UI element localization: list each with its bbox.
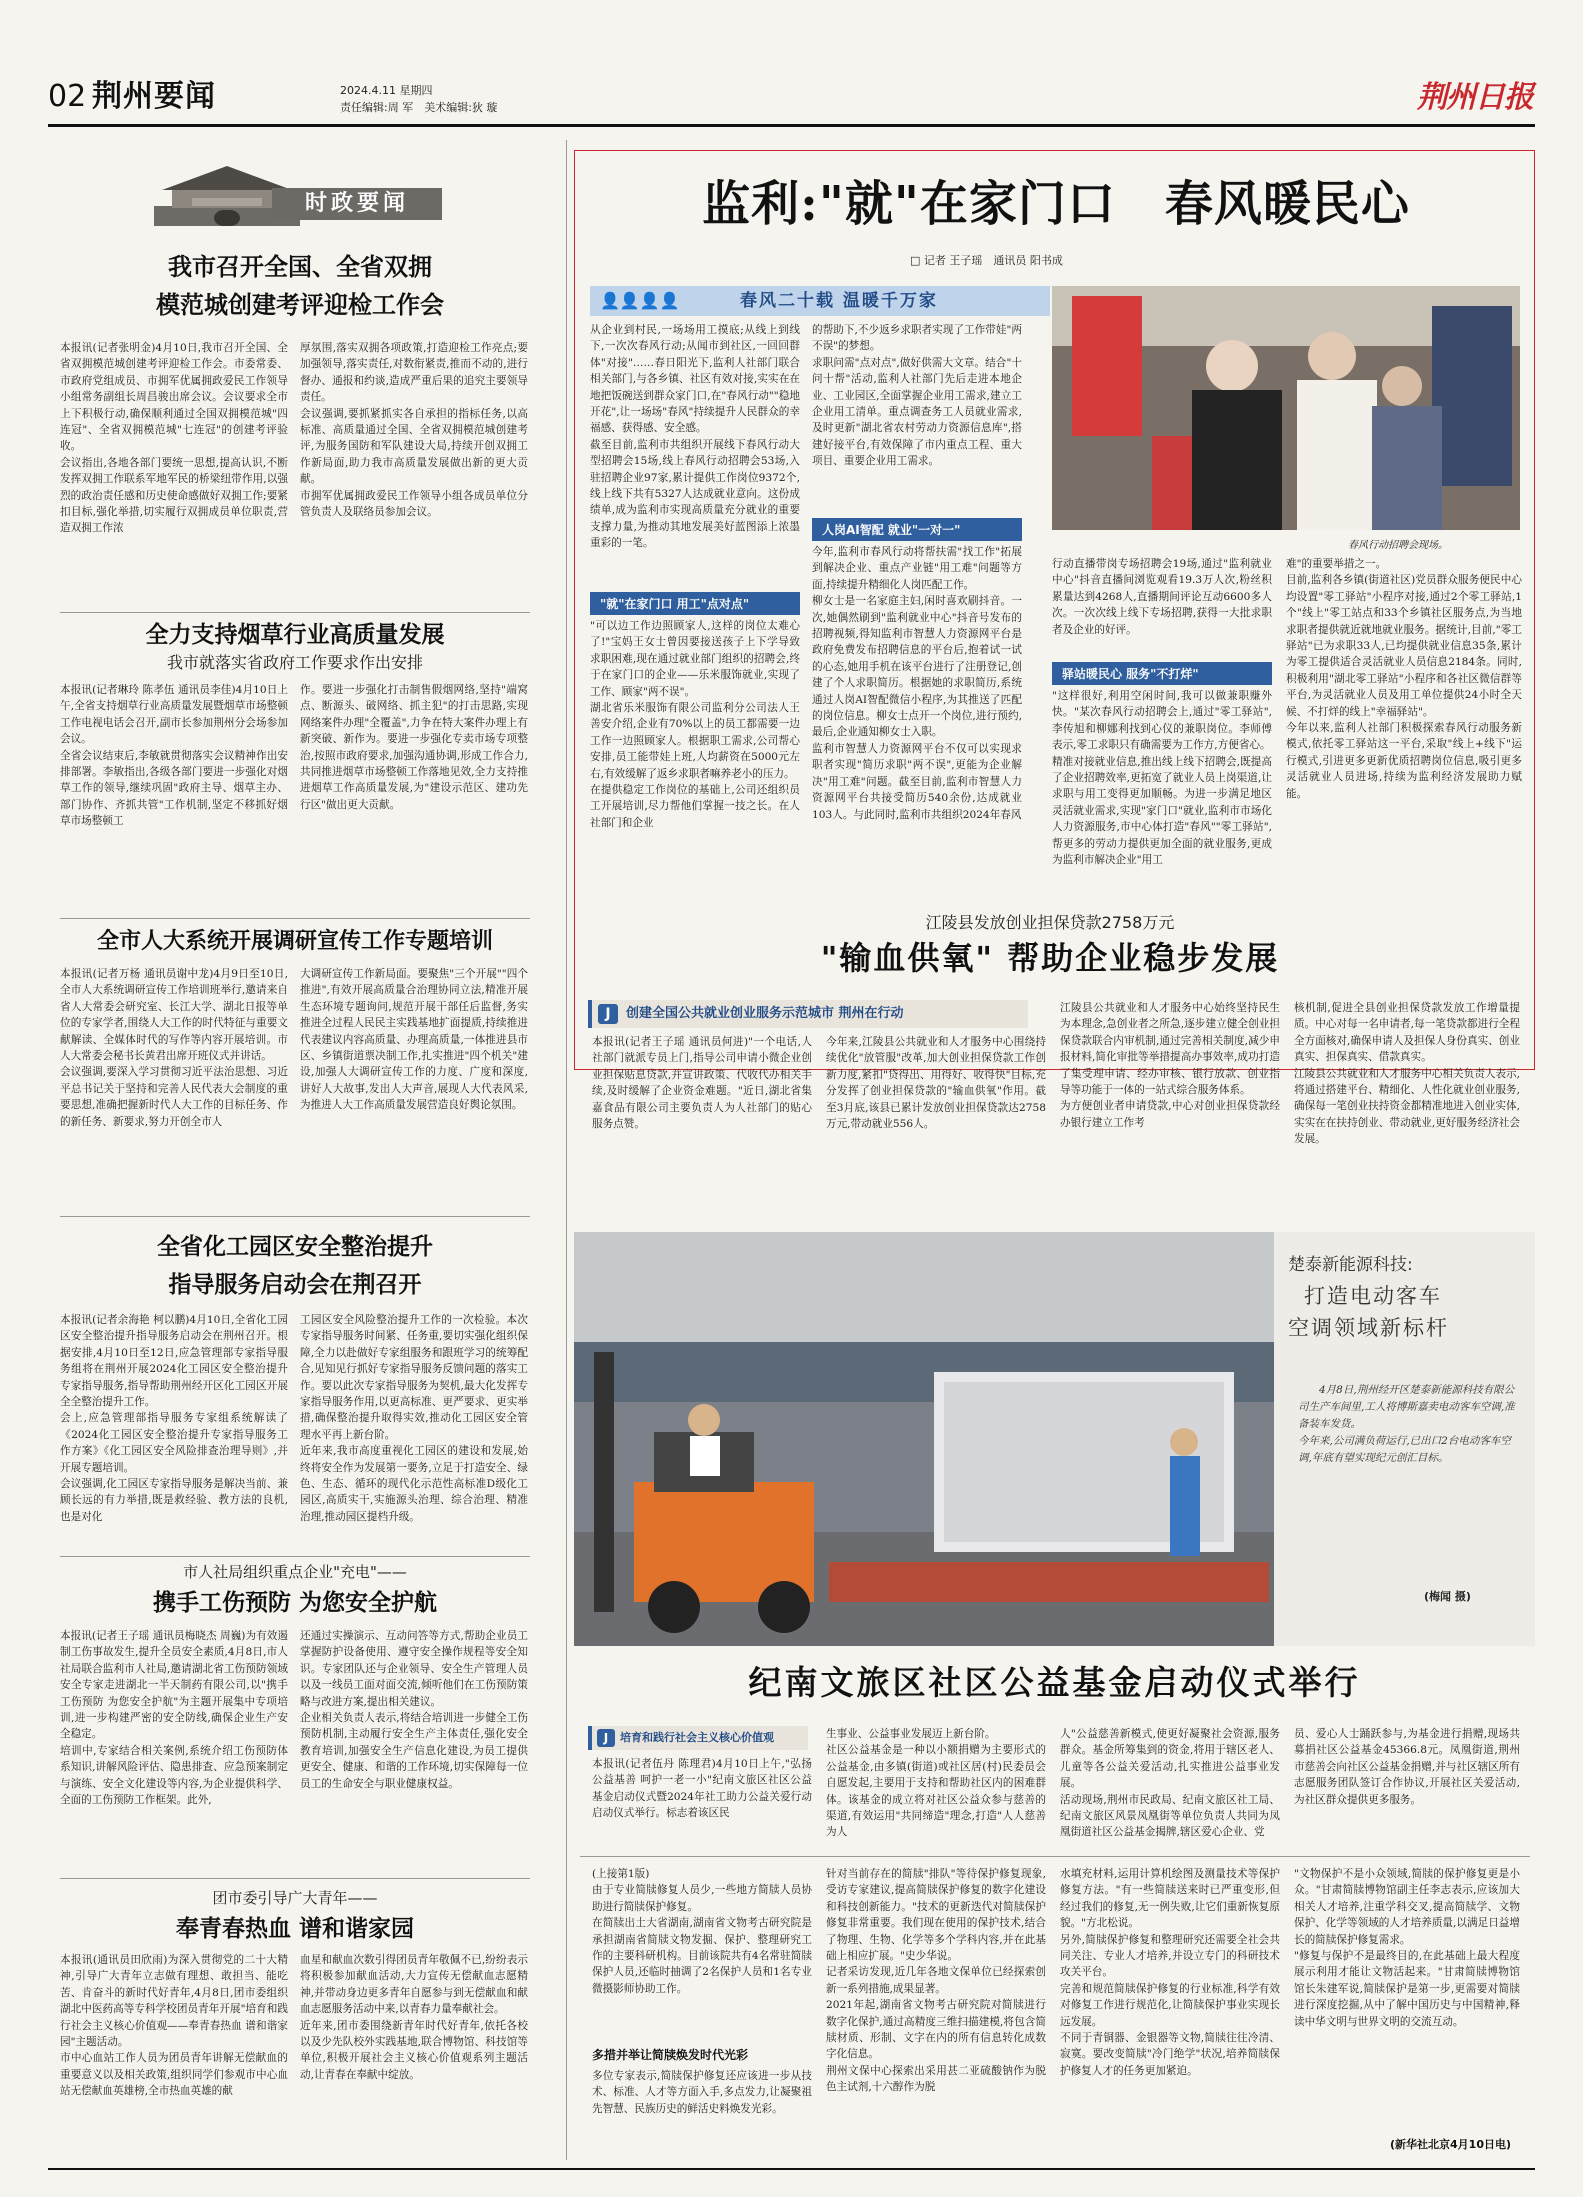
job-fair-photo-art <box>1052 286 1520 530</box>
jinan-col2: 生事业、公益事业发展迈上新台阶。 社区公益基金是一种以小额捐赠为主要形式的公益基金,由多镇(街道)或社区居(村)民委员会自愿发起,主要用于支持和帮助社区内的困难群体。该基金的成立将对社区公益众参与慈善的渠道,有效运用"共同缔造"理念,打造"人人慈善为人 <box>826 1728 1046 1839</box>
article-a2-col2: 作。要进一步强化打击制售假烟网络,坚持"端窝点、断源头、破网络、抓主犯"的打击思路,实现网络案件办理"全覆盖",力争在特大案件办理上有新突破、新作为。要进一步强化专卖市场专项整治,按照市政府要求,加强沟通协调,形成工作合力,共同推进烟草市场整顿工作落地见效,全力支持推进烟草工作高质量发展,为"建设示范区、建功先行区"做出更大贡献。 <box>300 684 528 811</box>
chutai-caption: 4月8日,荆州经开区楚泰新能源科技有限公司生产车间里,工人将博斯嘉卖电动客车空调,准备装车发货。 今年来,公司满负荷运行,已出口2台电动客车空调,年底有望实现纪元创汇目标。 <box>1298 1384 1515 1464</box>
photo-caption: 春风行动招聘会现场。 <box>1348 540 1448 551</box>
headline-a6: 奉青春热血 谱和谐家园 <box>175 1915 414 1942</box>
factory-photo-art <box>574 1232 1274 1646</box>
masthead-rule <box>48 124 1535 127</box>
lead-banner-text: 春风二十载 温暖千万家 <box>740 291 938 311</box>
xinhua-col1-b: 多位专家表示,简牍保护修复还应该进一步从技术、标准、人才等方面入手,多点发力,让凝聚祖先智慧、民族历史的鲜活史料焕发光彩。 <box>592 2070 812 2115</box>
divider <box>580 1856 1530 1857</box>
jinan-label <box>588 1726 808 1750</box>
article-a6-col1: 本报讯(通讯员田欣雨)为深入贯彻党的二十大精神,引导广大青年立志做有理想、敢担当、能吃苦、肯奋斗的新时代好青年,4月8日,团市委组织湖北中医药高等专科学校团员青年开展"培育和践行社会主义核心价值观——奉青春热血 谱和谐家园"主题活动。 市中心血站工作人员为团员青年讲解无偿献血的重要意义以及相关政策,组织同学们参观市中心血站无偿献血英雄榜,全市热血英雄的献 <box>60 1954 288 2098</box>
jiangling-col1-cont <box>592 1034 812 1168</box>
chutai-company: 楚泰新能源科技: <box>1288 1255 1413 1275</box>
lead-byline: □ 记者 王子瑶 通讯员 阳书成 <box>910 254 1063 267</box>
jiangling-col4: 核机制,促进全县创业担保贷款发放工作增量提质。中心对每一名申请者,每一笔贷款都进行全程全方面核对,确保申请人及担保人身份真实、创业真实、担保真实、借款真实。 江陵县公共就业和人才服务中心相关负责人表示,将通过搭建平台、精细化、人性化就业创业服务,确保每一笔创业扶持资金都精准地进入创业实体,实实在在扶持创业、带动就业,更好服务经济社会发展。 <box>1294 1002 1520 1146</box>
headline-a4-line1: 全省化工园区安全整治提升 <box>157 1233 433 1260</box>
jiangling-label <box>588 1000 1028 1028</box>
headline-a5: 携手工伤预防 为您安全护航 <box>152 1589 437 1616</box>
service-logo-icon: J <box>598 1004 618 1024</box>
divider <box>60 612 530 613</box>
lead-subhead-2: 人岗AI智配 就业"一对一" <box>812 518 1022 541</box>
subhead-a2: 我市就落实省政府工作要求作出安排 <box>166 653 423 672</box>
chutai-title-l2: 空调领域新标杆 <box>1288 1316 1449 1340</box>
xinhua-credit: (新华社北京4月10日电) <box>1390 2138 1512 2151</box>
lead-col4: 难"的重要举措之一。 目前,监利各乡镇(街道社区)党员群众服务便民中心均设置"零工驿站"小程序对接,通过2个零工驿站,1个"线上"零工站点和33个乡镇社区服务点,为当地求职者提供就近就地就业服务。据统计,目前,"零工驿站"已为求职33人,已均提供就业信息35条,累计为零工提供适合灵活就业人员信息2184条。同时,积极利用"湖北零工驿站"小程序和各社区微信群等平台,为灵活就业人员及用工单位提供24小时全天候、不打烊的线上"幸福驿站"。 今年以来,监利人社部门积极探索春风行动服务新模式,依托零工驿站这一平台,采取"线上+线下"运行模式,引进更多更新优质招聘岗位信息,吸引更多灵活就业人员进场,持续为监利经济发展助力赋能。 <box>1286 558 1522 800</box>
divider <box>60 1878 530 1879</box>
lead-col1-a: 从企业到村民,一场场用工摸底;从线上到线下,一次次春风行动;从闻市到社区,一回回群体"对接"……春日阳光下,监利人社部门联合相关部门,与各乡镇、社区有效对接,实实在在地把饭碗送到群众家门口,在"春风行动""稳地开花",让一场场"春风"持续提升人民群众的幸福感、获得感、安全感。 截至目前,监利市共组织开展线下春风行动大型招聘会15场,线上春风行动招聘会53场,入驻招聘企业97家,累计提供工作岗位9372个,线上线下共有5327人达成就业意向。这份成绩单,成为监利市实现高质量充分就业的重要支撑力量,为推动其地发展美好蓝图添上浓墨重彩的一笔。 <box>590 324 800 550</box>
kicker-a5: 市人社局组织重点企业"充电"—— <box>183 1563 407 1581</box>
headline-a1-line1: 我市召开全国、全省双拥 <box>168 252 432 281</box>
xinhua-col4: "文物保护不是小众领域,简牍的保护修复更是小众。"甘肃简牍博物馆副主任李志表示,应该加大相关人才培养,注重学科交叉,提高简牍学、文物保护、化学等领域的人才培养质量,以满足日益增长的简牍保护修复需求。 "修复与保护不是最终目的,在此基础上最大程度展示利用才能让文物活起来。"甘肃简牍博物馆馆长朱建军说,简牍保护是第一步,更需要对简牍进行深度挖掘,从中了解中国历史与中国精神,释读中华文明与世界文明的交流互动。 <box>1294 1868 1520 2028</box>
divider <box>60 918 530 919</box>
lead-headline: 监利:"就"在家门口 春风暖民心 <box>702 176 1410 232</box>
editors-line: 责任编辑:周 军 美术编辑:狄 璇 <box>340 101 498 114</box>
masthead <box>48 66 1535 122</box>
chutai-title-l1: 打造电动客车 <box>1304 1284 1442 1308</box>
headline-a4-line2: 指导服务启动会在荆召开 <box>168 1271 422 1298</box>
jinan-label-text: 培育和践行社会主义核心价值观 <box>620 1731 774 1744</box>
xinhua-col3: 水填充材料,运用计算机绘图及测量技术等保护修复方法。"有一些简牍送来时已严重变形,但经过我们的修复,无一例失败,让它们重新恢复原貌。"方北松说。 另外,简牍保护修复和整理研究还需要全社会共同关注、专业人才培养,并设立专门的科研技术攻关平台。 完善和规范简牍保护修复的行业标准,科学有效对修复工作进行规范化,让简牍保护事业实现长远发展。 不同于青铜器、金银器等文物,简牍往往冷清、寂寞。要改变简牍"冷门绝学"状况,培养简牍保护修复人才的任务更加紧迫。 <box>1060 1868 1280 2077</box>
column-divider <box>566 140 567 2160</box>
jinan-headline: 纪南文旅区社区公益基金启动仪式举行 <box>748 1663 1361 1702</box>
xinhua-col1-a: (上接第1版) 由于专业简牍修复人员少,一些地方简牍人员协助进行简牍保护修复。 在简牍出土大省湖南,湖南省文物考古研究院是承担湖南省简牍文物发掘、保护、整理研究工作的主要科研机构。目前该院共有4名常驻简牍保护人员,还临时抽调了2名保护人员和1名专业微摄影师协助工作。 <box>592 1868 812 1995</box>
jiangling-label-text: 创建全国公共就业创业服务示范城市 荆州在行动 <box>626 1006 904 1021</box>
divider <box>60 1216 530 1217</box>
job-fair-photo <box>1052 286 1520 530</box>
jinan-col1: 本报讯(记者伍丹 陈理君)4月10日上午,"弘扬公益基善 呵护一老一小"纪南文旅区社区公益基金启动仪式暨2024年社工助力公益关爱行动启动仪式举行。标志着该区民 <box>592 1758 812 1820</box>
jinan-col4: 员、爱心人士踊跃参与,为基金进行捐赠,现场共募捐社区公益基金45366.8元。凤凰街道,荆州市慈善会向社区公益基金捐赠,并与社区辖区所有志愿服务团队签订合作协议,开展社区关爱活动,为社区群众提供更多服务。 <box>1294 1728 1520 1806</box>
lead-subhead-1: "就"在家门口 用工"点对点" <box>590 592 800 615</box>
lead-col2-b: 今年,监利市春风行动将帮扶需"找工作"拓展到解决企业、重点产业链"用工难"问题等方面,持续提升精细化人岗匹配工作。 柳女士是一名家庭主妇,闲时喜欢刷抖音。一次,她偶然刷到"监利就业中心"抖音号发布的招聘视频,得知监利市智慧人力资源网平台是政府免费发布招聘信息的平台后,抱着试一试的心态,她用手机在该平台进行了注册登记,创建了个人求职简历。根据她的求职简历,系统通过人岗AI智配微信小程序,为其推送了匹配的岗位信息。柳女士点开一个岗位,进行预约,最后,企业通知柳女士入职。 监利市智慧人力资源网平台不仅可以实现求职者实现"简历求职"两不误",更能为企业解决"用工难"问题。截至目前,监利市智慧人力资源网平台共接受简历540余份,达成就业103人。与此同时,监利市共组织2024年春风 <box>812 546 1022 821</box>
jinan-col3: 人"公益慈善新模式,使更好凝聚社会资源,服务群众。基金所筹集到的资金,将用于辖区老人、儿童等各公益关爱活动,扎实推进公益事业发展。 活动现场,荆州市民政局、纪南文旅区社工局、纪南文旅区风景凤凰街等单位负责人共同为凤凰街道社区公益基金揭牌,辖区爱心企业、党 <box>1060 1728 1280 1839</box>
jiangling-headline: "输血供氧" 帮助企业稳步发展 <box>820 939 1280 977</box>
article-a4-col2: 工园区安全风险整治提升工作的一次检验。本次专家指导服务时间紧、任务重,要切实强化组织保障,全力以赴做好专家组服务和跟班学习的统筹配合,见知见行抓好专家指导服务反馈问题的落实工作。要以此次专家指导服务为契机,最大化发挥专家指导服务作用,以更高标准、更严要求、更实举措,确保整治提升取得实效,推动化工园区安全管理水平再上新台阶。 近年来,我市高度重视化工园区的建设和发展,始终将安全作为发展第一要务,立足于打造安全、绿色、生态、循环的现代化示范性高标准D级化工园区,高质实干,实施源头治理、综合治理、精准治理,推动园区提档升级。 <box>300 1314 528 1523</box>
page-number: 02 <box>48 79 87 114</box>
headline-a2: 全力支持烟草行业高质量发展 <box>145 621 445 648</box>
article-a1-col2: 厚氛围,落实双拥各项政策,打造迎检工作亮点;要加强领导,落实责任,对数衔紧责,推而不动的,进行督办、通报和约谈,造成严重后果的追究主要领导责任。 会议强调,要抓紧抓实各自承担的指标任务,以高标准、高质量通过全国、全省双拥模范城创建考评,为服务国防和军队建设大局,持续开创双拥工作新局面,助力我市高质量发展做出新的更大贡献。 市拥军优属拥政爱民工作领导小组各成员单位分管负责人及联络员参加会议。 <box>300 342 528 519</box>
section-name: 荆州要闻 <box>92 79 216 114</box>
jiangling-col1: 本报讯(记者王子瑶 通讯员何进)"一个电话,人社部门就派专员上门,指导公司申请小微企业创业担保贴息贷款,并宣讲政策、代收代办相关手续,及时缓解了企业资金难题。"近日,湖北省集嘉食品有限公司主要负责人为人社部门的贴心服务点赞。 <box>592 1036 812 1131</box>
date-line: 2024.4.11 星期四 <box>340 84 433 97</box>
lead-banner <box>590 286 1050 316</box>
divider <box>60 1556 530 1557</box>
article-a3-col1: 本报讯(记者万杨 通讯员谢中龙)4月9日至10日,全市人大系统调研宣传工作培训班举行,邀请来自省人大常委会研究室、长江大学、湖北日报等单位的专家学者,围绕人大工作的时代特征与重要文献解读、全媒体时代的写作等内容开展培训。市人大常委会秘书长黄君出席开班仪式并讲话。 会议强调,要深入学习贯彻习近平法治思想、习近平总书记关于坚持和完善人民代表大会制度的重要思想,准确把握新时代人大工作的目标任务、作的新任务、新要求,努力开创全市人 <box>60 968 288 1128</box>
jiangling-col3: 江陵县公共就业和人才服务中心始终坚持民生为本理念,急创业者之所急,逐步建立健全创业担保贷款联合内审机制,通过完善相关制度,减少申报材料,简化审批等举措提高办事效率,成功打造了集受理申请、经办审核、银行放款、创业指导等功能于一体的一站式综合服务体系。 为方便创业者申请贷款,中心对创业担保贷款经办银行建立工作考 <box>1060 1002 1280 1129</box>
jiangling-kicker: 江陵县发放创业担保贷款2758万元 <box>925 913 1175 932</box>
chutai-sidebar <box>1274 1232 1535 1646</box>
lead-col1-b: "可以边工作边照顾家人,这样的岗位太难心了!"宝妈王女士曾因要接送孩子上下学导致求职困难,现在通过就业部门组织的招聘会,终于在家门口的企业——乐米服饰就业,实现了工作、顾家"两不误"。 湖北省乐米服饰有限公司监利分公司法人王善安介绍,企业有70%以上的员工都需要一边工作一边照顾家人。根据职工需求,公司帮心安排,员工能带娃上班,人均薪资在5000元左右,有效缓解了返乡求职者嘛养老小的压力。 在提供稳定工作岗位的基础上,公司还组织员工开展培训,尽力帮他们掌握一技之长。在人社部门和企业 <box>590 620 800 829</box>
kicker-a6: 团市委引导广大青年—— <box>212 1889 378 1907</box>
headline-a3: 全市人大系统开展调研宣传工作专题培训 <box>96 928 493 954</box>
column-banner-text: 时政要闻 <box>272 188 442 220</box>
lead-col2-a: 的帮助下,不少返乡求职者实现了工作带娃"两不误"的梦想。 求职问需"点对点",做好供需大文章。结合"十问十帮"活动,监利人社部门先后走进本地企业、工业园区,全面掌握企业用工需求,建立工企业用工清单。重点调查务工人员就业需求,及时更新"湖北省农村劳动力资源信息库",搭建好接平台,有效保障了市内重点工程、重大项目、重要企业用工需求。 <box>812 324 1022 468</box>
headline-a1-line2: 模范城创建考评迎检工作会 <box>156 290 444 319</box>
value-logo-icon: J <box>597 1729 615 1747</box>
article-a4-col1: 本报讯(记者余海艳 柯以鹏)4月10日,全省化工园区安全整治提升指导服务启动会在荆州召开。根据安排,4月10日至12日,应急管理部专家指导服务组将在荆州开展2024化工园区安全整治提升专家指导服务,指导帮助荆州经开区化工园区开展全全整治提升工作。 会上,应急管理部指导服务专家组系统解读了《2024化工园区安全整治提升专家指导服务工作方案》《化工园区安全风险排查治理导则》,并开展专题培训。 会议强调,化工园区专家指导服务是解决当前、兼顾长远的有力举措,既是救经验、教方法的良机,也是对化 <box>60 1314 288 1523</box>
paper-logo: 荆州日报 <box>1417 80 1533 115</box>
lead-col3-b: "这样很好,利用空闲时间,我可以做兼职赚外快。"某次春风行动招聘会上,通过"零工驿站",李传旭和柳娜利找到心仪的兼职岗位。李师傅表示,零工求职只有确需要为工作方,方便省心。 精准对接就业信息,推出线上线下招聘会,既提高了企业招聘效率,更拓宽了就业人员上岗渠道,让求职与用工变得更加顺畅。为进一步满足地区灵活就业需求,实现"家门口"就业,监利市市场化人力资源服务,市中心体打造"春风""零工驿站",帮更多的劳动力提供更加全面的就业服务,更成为监利市解决企业"用工 <box>1052 690 1272 867</box>
article-a3-col2: 大调研宣传工作新局面。要聚焦"三个开展""四个推进",有效开展高质量合治理协同立法,精准开展生态环境专题询问,规范开展干部任后监督,务实推进全过程人民民主实践基地扩面提质,持续推进代表建议内容高质量、办理高质量,一体推进县市区、乡镇街道票决制工作,扎实推进"四个机关"建设,加强人大调研宣传工作的力度、广度和深度,讲好人大故事,发出人大声音,展现人大代表风采,为推进人大工作高质量发展营造良好舆论氛围。 <box>300 968 528 1112</box>
article-a6-col2: 血星和献血次数引得团员青年敬佩不已,纷纷表示将积极参加献血活动,大力宣传无偿献血志愿精神,并带动身边更多青年自愿参与到无偿献血和献血志愿服务活动中来,以青春力量奉献社会。 近年来,团市委围绕新青年时代好青年,依托各校以及少先队校外实践基地,联合博物馆、科技馆等单位,积极开展社会主义核心价值观系列主题活动,让青春在奉献中绽放。 <box>300 1954 528 2081</box>
lead-col3-a: 行动直播带岗专场招聘会19场,通过"监利就业中心"抖音直播间浏览观看19.3万人次,粉丝积累量达到4268人,直播期间评论互动6600多人次。一次次线上线下专场招聘,获得一大批求职者及企业的好评。 <box>1052 558 1272 636</box>
article-a1-col1: 本报讯(记者张明金)4月10日,我市召开全国、全省双拥模范城创建考评迎检工作会。市委常委、市政府党组成员、市拥军优属拥政爱民工作领导小组常务副组长周昌骏出席会议。会议要求全市上下积极行动,确保顺利通过全国双拥模范城"四连冠"、全省双拥模范城"七连冠"的创建考评验收。 会议指出,各地各部门要统一思想,提高认识,不断发挥双拥工作联系军地军民的桥梁纽带作用,以强烈的政治责任感和历史使命感做好双拥工作;要紧扣目标,强化举措,切实履行双拥成员单位职责,营造双拥工作浓 <box>60 342 288 535</box>
lead-subhead-3: 驿站暖民心 服务"不打烊" <box>1052 662 1272 685</box>
article-a5-col1: 本报讯(记者王子瑶 通讯员梅晓杰 周巍)为有效遏制工伤事故发生,提升全员安全素质,4月8日,市人社局联合监利市人社局,邀请湖北省工伤预防领域安全专家走进湖北一半天制药有限公司,以"携手工伤预防 为您安全护航"为主题开展集中专项培训,进一步构建严密的安全防线,确保企业生产安全稳定。 培训中,专家结合相关案例,系统介绍工伤预防体系知识,讲解风险评估、隐患排查、应急预案制定与演练、安全文化建设等内容,为企业提供科学、全面的工伤预防工作框架。此外, <box>60 1630 288 1807</box>
xinhua-col2: 针对当前存在的简牍"排队"等待保护修复现象,受访专家建议,提高简牍保护修复的数字化建设和科技创新能力。"技术的更新迭代对简牍保护修复非常重要。我们现在使用的保护技术,结合了物理、生物、化学等多个学科内容,并在此基础上相应扩展。"史少华说。 记者采访发现,近几年各地文保单位已经探索创新一系列措施,成果显著。 2021年起,湖南省文物考古研究院对简牍进行数字化保护,通过高精度三维扫描建模,将包含简牍材质、形制、文字在内的所有信息转化成数字化信息。 荆州文保中心探索出采用甚二亚硫酸钠作为脱色主试剂,十六醇作为脱 <box>826 1868 1046 2094</box>
jiangling-col2: 今年来,江陵县公共就业和人才服务中心围绕持续优化"放管服"改革,加大创业担保贷款工作创新力度,紧扣"贷得出、用得好、收得快"目标,充分发挥了创业担保贷款的"输血供氧"作用。截至3月底,该县已累计发放创业担保贷款达2758万元,带动就业556人。 <box>826 1036 1046 1131</box>
banner-people-icon: 👤👤👤👤 <box>600 291 680 310</box>
article-a5-col2: 还通过实操演示、互动问答等方式,帮助企业员工掌握防护设备使用、遵守安全操作规程等安全知识。专家团队还与企业领导、安全生产管理人员以及一线员工面对面交流,倾听他们在工伤预防策略与改进方案,提出相关建议。 企业相关负责人表示,将结合培训进一步健全工伤预防机制,主动履行安全生产主体责任,强化安全教育培训,加强安全生产信息化建设,为员工提供更安全、健康、和谐的工作环境,切实保障每一位员工的生命安全与职业健康权益。 <box>300 1630 528 1790</box>
article-a2-col1: 本报讯(记者琳玲 陈孝伍 通讯员李佳)4月10日上午,全省支持烟草行业高质量发展暨烟草市场整顿工作电视电话会召开,副市长参加荆州分会场参加会议。 全省会议结束后,李敏就贯彻落实会议精神作出安排部署。李敏指出,各级各部门要进一步强化对烟草工作的领导,继续巩固"政府主导、烟草主办、部门协作、齐抓共管"工作机制,坚定不移抓好烟草市场整顿工 <box>60 684 288 828</box>
xinhua-subhead: 多措并举让简牍焕发时代光彩 <box>592 2048 749 2062</box>
bottom-rule <box>48 2168 1535 2170</box>
factory-photo <box>574 1232 1274 1646</box>
chutai-credit: (梅闻 摄) <box>1424 1590 1471 1603</box>
column-banner <box>152 158 442 228</box>
